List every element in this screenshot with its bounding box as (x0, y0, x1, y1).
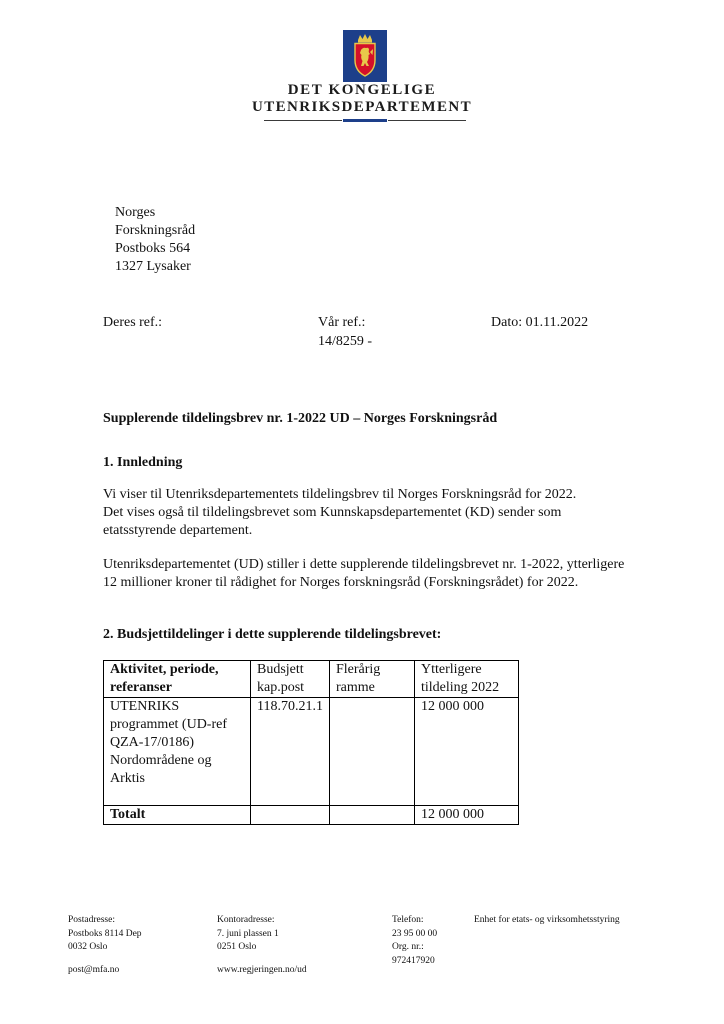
ministry-name-line2: UTENRIKSDEPARTEMENT (252, 99, 472, 115)
recipient-line4: 1327 Lysaker (115, 259, 191, 274)
recipient-line1: Norges (115, 205, 156, 220)
activity-cell: UTENRIKS programmet (UD-ref QZA-17/0186) Nordområdene og Arktis (104, 698, 251, 806)
footer-postadresse: Postadresse: Postboks 8114 Dep 0032 Oslo (68, 915, 142, 952)
footer-kontoradresse: Kontoradresse: 7. juni plassen 1 0251 Oslo (217, 915, 279, 952)
ministry-name-line1: DET KONGELIGE (287, 82, 437, 98)
var-ref-label: Vår ref.: (318, 315, 366, 330)
footer-email[interactable]: post@mfa.no (68, 965, 120, 975)
total-kap-post-cell (251, 806, 330, 825)
kap-post-cell: 118.70.21.1 (251, 698, 330, 806)
header-cell-flerarig: Flerårig ramme (329, 661, 414, 698)
paragraph2-line2: 12 millioner kroner til rådighet for Norges forskningsråd (Forskningsrådet) for 2022. (103, 575, 579, 590)
footer-telefon-org: Telefon: 23 95 00 00 Org. nr.: 972417920 (392, 915, 438, 966)
letter-title: Supplerende tildelingsbrev nr. 1-2022 UD – Norges Forskningsråd (103, 411, 498, 426)
section1-heading: 1. Innledning (103, 455, 183, 470)
table-row (104, 698, 519, 806)
header-cell-kap-post: Budsjett kap.post (251, 661, 330, 698)
footer-website-link[interactable]: www.regjeringen.no/ud (217, 965, 307, 975)
budget-table (103, 660, 519, 825)
var-ref-value: 14/8259 - (318, 334, 373, 349)
total-flerarig-cell (329, 806, 414, 825)
header-rule-left (264, 120, 342, 121)
footer-enhet: Enhet for etats- og virksomhetsstyring (474, 915, 620, 925)
deres-ref-label: Deres ref.: (103, 315, 163, 330)
tildeling-cell: 12 000 000 (414, 698, 518, 806)
table-header-row (104, 661, 519, 698)
coat-of-arms-logo (343, 30, 387, 82)
norwegian-lion-crest-icon (343, 30, 387, 82)
paragraph1-line2: Det vises også til tildelingsbrevet som Kunnskapsdepartementet (KD) sender som (103, 505, 562, 520)
flerarig-cell (329, 698, 414, 806)
total-label-cell: Totalt (104, 806, 251, 825)
paragraph1-line3: etatsstyrende departement. (103, 523, 253, 538)
header-rule-accent (343, 119, 387, 122)
section2-heading: 2. Budsjettildelinger i dette supplerende tildelingsbrevet: (103, 627, 442, 642)
table-total-row (104, 806, 519, 825)
letter-date: Dato: 01.11.2022 (491, 315, 589, 330)
header-cell-tildeling: Ytterligere tildeling 2022 (414, 661, 518, 698)
header-rule-right (388, 120, 466, 121)
recipient-line2: Forskningsråd (115, 223, 196, 238)
recipient-line3: Postboks 564 (115, 241, 191, 256)
header-cell-activity: Aktivitet, periode, referanser (104, 661, 251, 698)
total-tildeling-cell: 12 000 000 (414, 806, 518, 825)
paragraph2-line1: Utenriksdepartementet (UD) stiller i dette supplerende tildelingsbrevet nr. 1-2022, ytterligere (103, 557, 625, 572)
paragraph1-line1: Vi viser til Utenriksdepartementets tildelingsbrev til Norges Forskningsråd for 2022. (103, 487, 577, 502)
